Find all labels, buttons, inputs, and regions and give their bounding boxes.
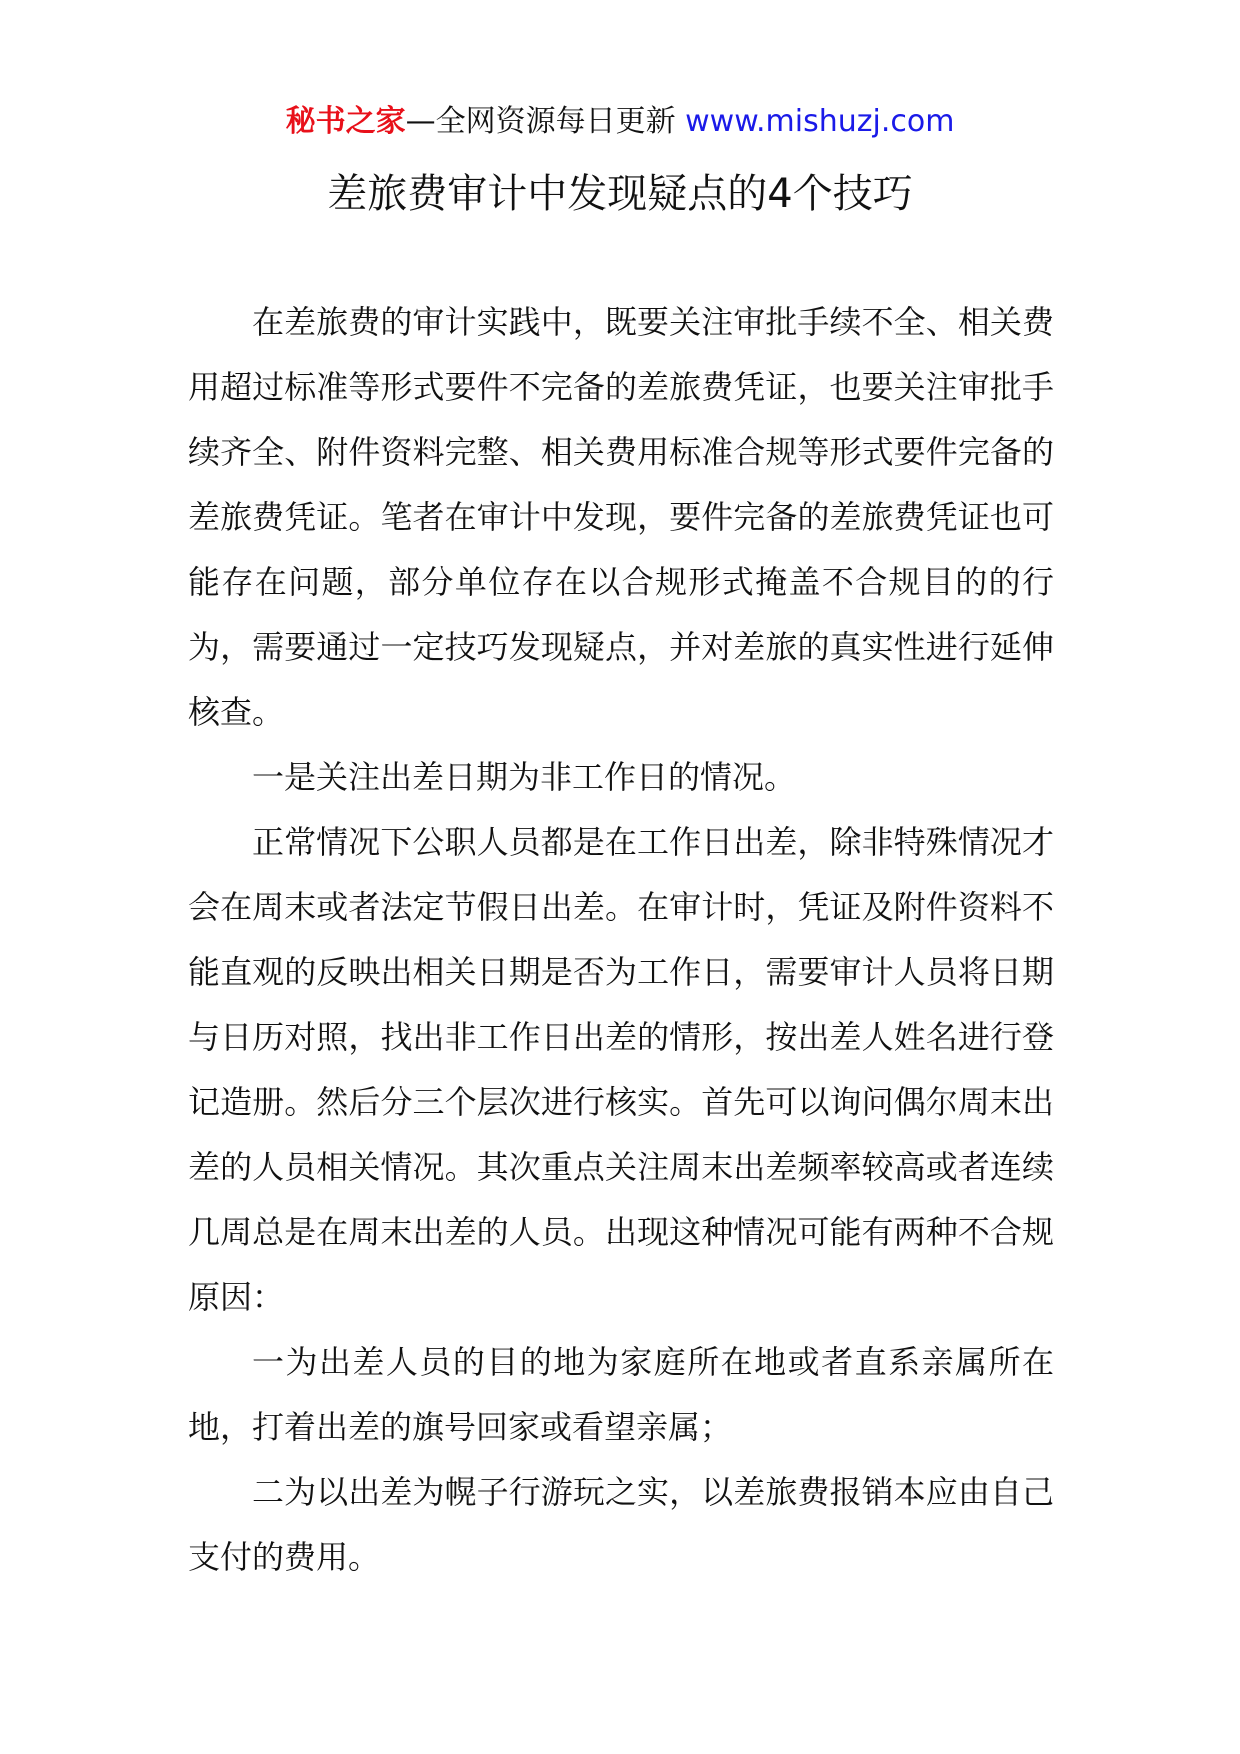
paragraph-point-one-heading: 一是关注出差日期为非工作日的情况。 <box>252 758 797 796</box>
document-title: 差旅费审计中发现疑点的4个技巧 <box>327 171 913 217</box>
site-url-link[interactable]: www.mishuzj.com <box>685 104 955 139</box>
paragraph-reason-two: 二为以出差为幌子行游玩之实，以差旅费报销本应由自己支付的费用。 <box>188 1473 1054 1576</box>
document-body <box>188 290 1054 1590</box>
brand-name: 秘书之家 <box>285 104 406 139</box>
paragraph-reason-one: 一为出差人员的目的地为家庭所在地或者直系亲属所在地，打着出差的旗号回家或看望亲属； <box>188 1343 1054 1446</box>
header-slogan: —全网资源每日更新 <box>405 104 676 139</box>
site-header <box>0 100 1240 144</box>
paragraph-intro: 在差旅费的审计实践中，既要关注审批手续不全、相关费用超过标准等形式要件不完备的差旅费凭证，也要关注审批手续齐全、附件资料完整、相关费用标准合规等形式要件完备的差旅费凭证。笔者在审计中发现，要件完备的差旅费凭证也可能存在问题，部分单位存在以合规形式掩盖不合规目的的行为，需要通过一定技巧发现疑点，并对差旅的真实性进行延伸核查。 <box>188 303 1054 731</box>
paragraph-point-one-detail: 正常情况下公职人员都是在工作日出差，除非特殊情况才会在周末或者法定节假日出差。在审计时，凭证及附件资料不能直观的反映出相关日期是否为工作日，需要审计人员将日期与日历对照，找出非工作日出差的情形，按出差人姓名进行登记造册。然后分三个层次进行核实。首先可以询问偶尔周末出差的人员相关情况。其次重点关注周末出差频率较高或者连续几周总是在周末出差的人员。出现这种情况可能有两种不合规原因： <box>188 823 1054 1316</box>
